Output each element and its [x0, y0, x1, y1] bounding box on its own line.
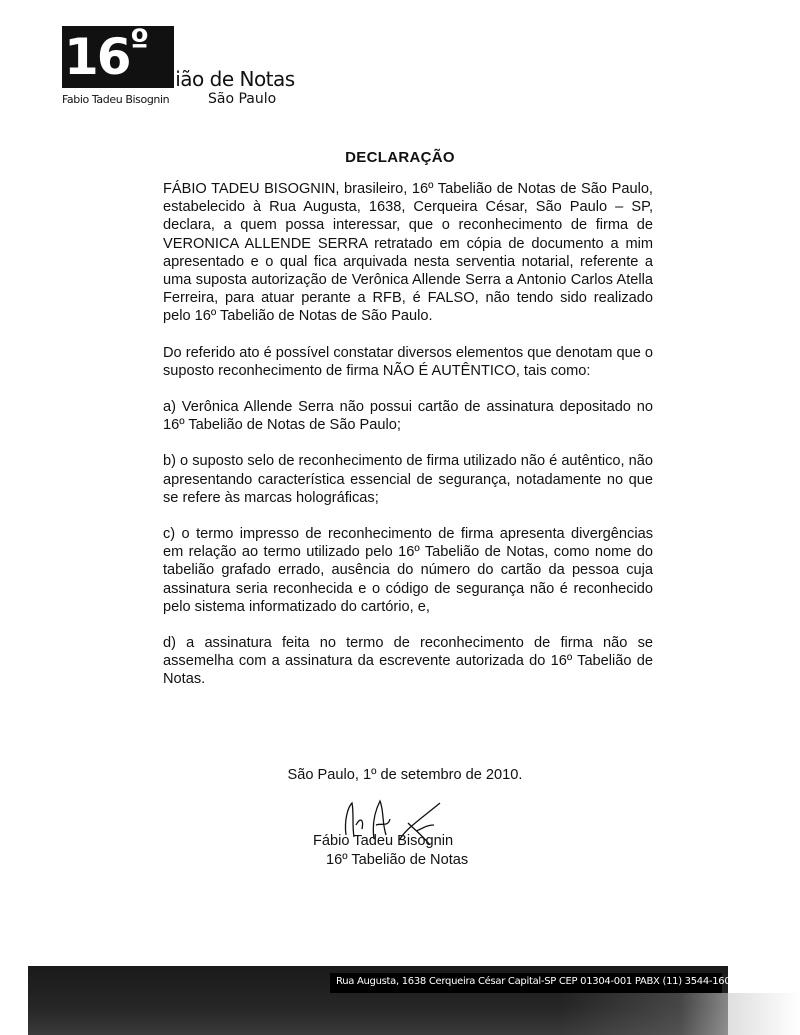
paragraph-declaration: FÁBIO TADEU BISOGNIN, brasileiro, 16º Tabelião de Notas de São Paulo, estabelecido à Rua Augusta, 1638, Cerqueira César, São Paulo – SP, declara, a quem possa interessar, que o reconhecimento de firma de VERONICA ALLENDE SERRA retratado em cópia de documento a mim apresentado e o qual fica arquivada nesta serventia notarial, referente a uma suposta autorização de Verônica Allende Serra a Antonio Carlos Atella Ferreira, para atuar perante a RFB, é FALSO, não tendo sido realizado pelo 16º Tabelião de Notas de São Paulo.	[163, 181, 653, 325]
logo-city: São Paulo	[208, 91, 277, 107]
footer-fade	[560, 993, 800, 1035]
signer-role: 16º Tabelião de Notas	[326, 852, 469, 868]
paragraph-item-d: d) a assinatura feita no termo de reconhecimento de firma não se assemelha com a assinatura da escrevente autorizada do 16º Tabelião de Notas.	[163, 635, 653, 688]
logo-number: 16	[64, 28, 130, 86]
paragraph-item-b: b) o suposto selo de reconhecimento de firma utilizado não é autêntico, não apresentando característica essencial de segurança, notadamente no que se refere às marcas holográficas;	[163, 453, 654, 506]
signer-name: Fábio Tadeu Bisognin	[313, 833, 454, 849]
paragraph-item-c: c) o termo impresso de reconhecimento de firma apresenta divergências em relação ao termo utilizado pelo 16º Tabelião de Notas, como nome do tabelião grafado errado, ausência do número do cartão da pessoa cuja assinatura seria reconhecida e o código de segurança não é reconhecido pelo sistema informatizado do cartório, e,	[163, 526, 653, 615]
logo-ordinal: º	[130, 23, 150, 63]
notary-logo	[62, 23, 302, 116]
document-body	[163, 180, 653, 707]
paragraph-item-a: a) Verônica Allende Serra não possui cartão de assinatura depositado no 16º Tabelião de Notas de São Paulo;	[163, 399, 653, 434]
logo-notary-name: Fabio Tadeu Bisognin	[62, 93, 170, 106]
document-title: DECLARAÇÃO	[345, 149, 455, 166]
document-date: São Paulo, 1º de setembro de 2010.	[287, 767, 523, 783]
paragraph-intro-elements: Do referido ato é possível constatar diversos elementos que denotam que o suposto reconhecimento de firma NÃO É AUTÊNTICO, tais como:	[163, 344, 653, 379]
footer-address: Rua Augusta, 1638 Cerqueira César Capital-SP CEP 01304-001 PABX (11) 3544-1600	[336, 976, 737, 987]
logo-title: Tabelião de Notas	[126, 67, 295, 91]
